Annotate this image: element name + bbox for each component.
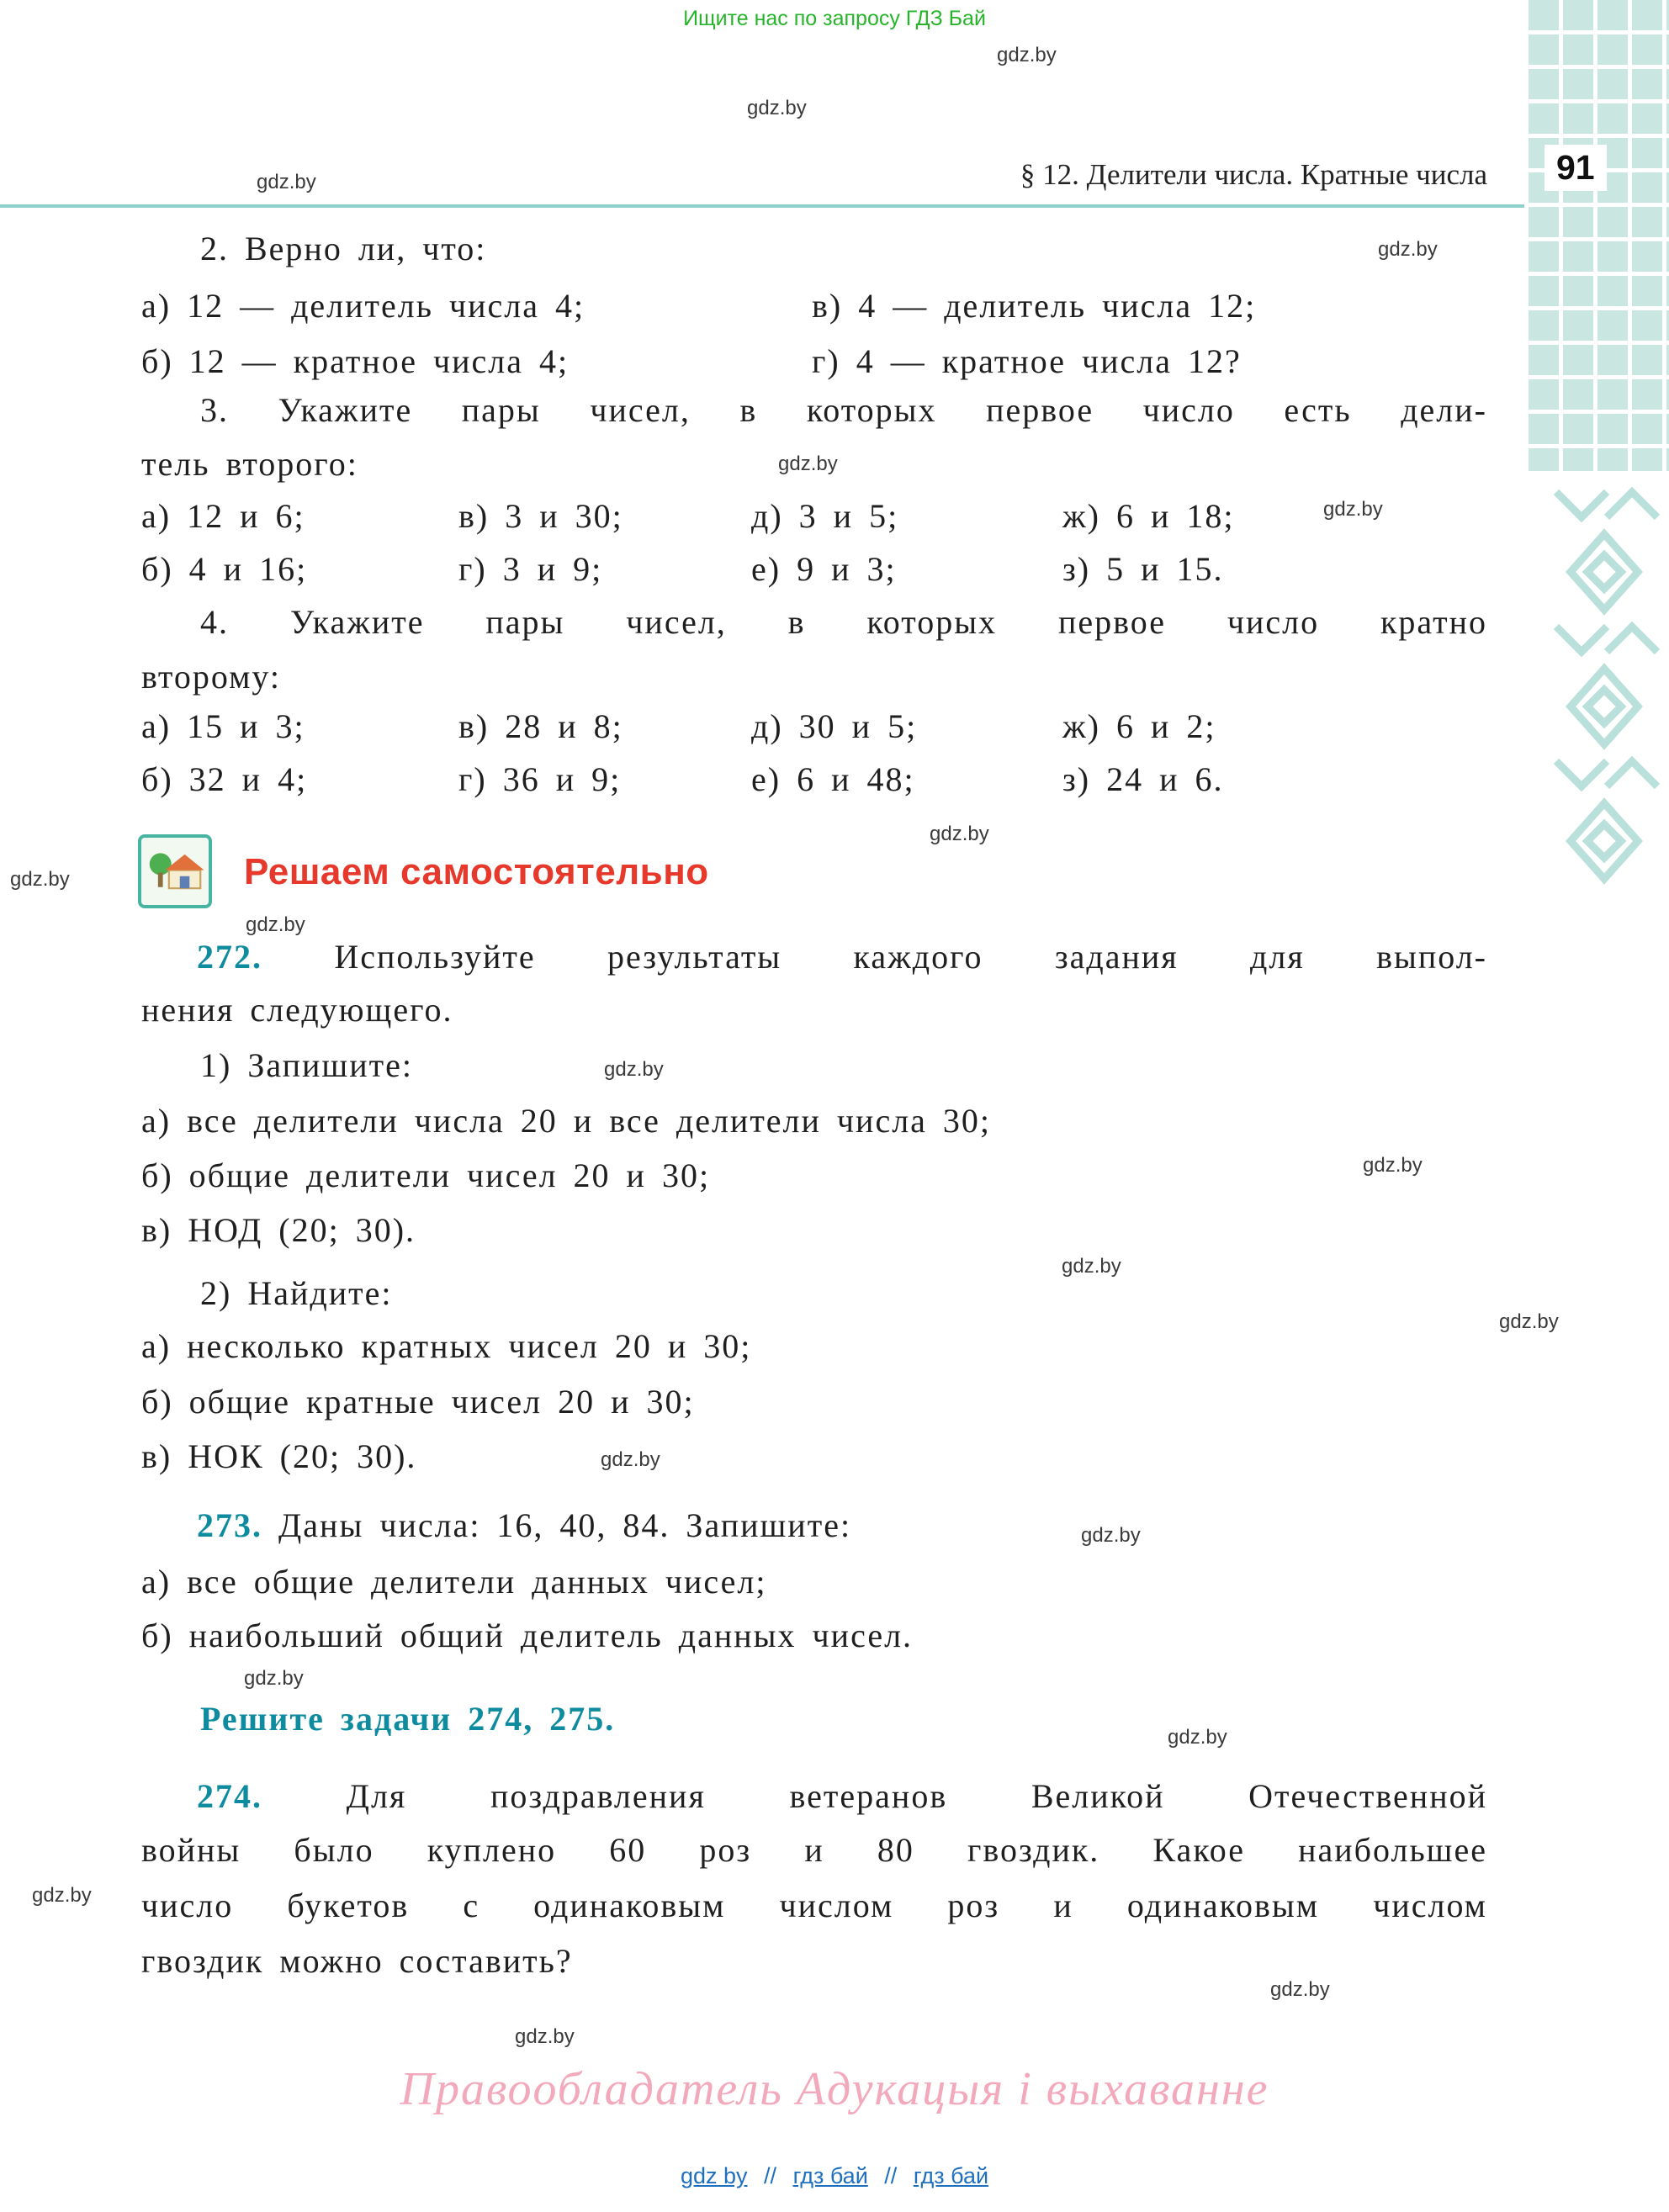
problem-272-subtask-2: 2) Найдите:	[200, 1274, 393, 1312]
problem-274-line2: войны было куплено 60 роз и 80 гвоздик. Какое наибольшее	[141, 1831, 1487, 1869]
problem-272-item: в) НОК (20; 30).	[141, 1437, 417, 1475]
answer-option: а) 12 — делитель числа 4;	[141, 287, 585, 325]
header-rule	[0, 204, 1669, 208]
problem-273-item: а) все общие делители данных чисел;	[141, 1563, 767, 1601]
problem-273-item: б) наибольший общий делитель данных чисел.	[141, 1617, 914, 1654]
gdz-watermark: gdz.by	[32, 1884, 92, 1907]
problem-274-line1	[197, 1776, 1487, 1817]
promo-banner: Ищите нас по запросу ГДЗ Бай	[683, 7, 986, 30]
problem-272-line1	[197, 937, 1487, 977]
answer-option: г) 4 — кратное числа 12?	[812, 342, 1242, 380]
answer-option: з) 5 и 15.	[1062, 550, 1224, 588]
problem-number-273: 273.	[197, 1506, 262, 1544]
problem-274-line3: число букетов с одинаковым числом роз и одинаковым числом	[141, 1887, 1487, 1924]
footer-link-gdz-bai-1[interactable]: гдз бай	[792, 2163, 868, 2188]
gdz-watermark: gdz.by	[257, 171, 316, 193]
gdz-watermark: gdz.by	[1062, 1255, 1121, 1278]
problem-274-text: Для поздравления ветеранов Великой Отечественной	[346, 1777, 1488, 1815]
copyright-notice: Правообладатель Адукацыя і выхаванне	[400, 2063, 1269, 2115]
answer-option: з) 24 и 6.	[1062, 760, 1224, 798]
answer-option: б) 32 и 4;	[141, 760, 308, 798]
answer-option: а) 12 и 6;	[141, 497, 305, 535]
link-separator: //	[884, 2163, 898, 2188]
answer-option: б) 12 — кратное числа 4;	[141, 342, 570, 380]
house-icon	[138, 834, 212, 908]
problem-272-line2: нения следующего.	[141, 991, 453, 1029]
section-heading-solve-yourself: Решаем самостоятельно	[244, 851, 709, 892]
problem-272-item: б) общие кратные чисел 20 и 30;	[141, 1383, 695, 1421]
page-number: 91	[1544, 145, 1607, 191]
problem-272-item: в) НОД (20; 30).	[141, 1211, 416, 1249]
footer-links	[0, 2163, 1669, 2189]
gdz-watermark: gdz.by	[1363, 1154, 1423, 1177]
gdz-watermark: gdz.by	[1499, 1310, 1559, 1333]
problem-4-text-line2: второму:	[141, 658, 281, 696]
answer-option: в) 4 — делитель числа 12;	[812, 287, 1257, 325]
answer-option: а) 15 и 3;	[141, 707, 305, 745]
problem-number-274: 274.	[197, 1777, 262, 1815]
answer-option: е) 9 и 3;	[751, 550, 897, 588]
answer-option: б) 4 и 16;	[141, 550, 308, 588]
ornament-checker-pattern	[1524, 0, 1669, 471]
gdz-watermark: gdz.by	[1378, 238, 1438, 261]
gdz-watermark: gdz.by	[515, 2025, 575, 2048]
answer-option: д) 3 и 5;	[751, 497, 899, 535]
problem-272-item: а) все делители числа 20 и все делители числа 30;	[141, 1102, 992, 1140]
problem-4-text-line1: 4. Укажите пары чисел, в которых первое число кратно	[200, 603, 1487, 641]
answer-option: ж) 6 и 2;	[1062, 707, 1216, 745]
problem-273-line1	[197, 1506, 1543, 1546]
gdz-watermark: gdz.by	[604, 1058, 664, 1081]
link-separator: //	[764, 2163, 777, 2188]
ornament-motifs-graphic	[1544, 484, 1666, 904]
gdz-watermark: gdz.by	[778, 452, 838, 475]
answer-option: г) 3 и 9;	[458, 550, 603, 588]
answer-option: е) 6 и 48;	[751, 760, 915, 798]
gdz-watermark: gdz.by	[244, 1667, 304, 1690]
gdz-watermark: gdz.by	[1168, 1726, 1227, 1749]
answer-option: ж) 6 и 18;	[1062, 497, 1235, 535]
answer-option: в) 28 и 8;	[458, 707, 623, 745]
footer-link-gdz-bai-2[interactable]: гдз бай	[913, 2163, 989, 2188]
gdz-watermark: gdz.by	[997, 44, 1057, 66]
gdz-watermark: gdz.by	[1270, 1978, 1330, 2001]
answer-option: д) 30 и 5;	[751, 707, 918, 745]
problem-273-text: Даны числа: 16, 40, 84. Запишите:	[278, 1506, 852, 1544]
gdz-watermark: gdz.by	[10, 868, 70, 891]
problem-3-text-line2: тель второго:	[141, 445, 358, 483]
solve-tasks-prompt: Решите задачи 274, 275.	[200, 1700, 616, 1738]
gdz-watermark: gdz.by	[601, 1448, 660, 1471]
gdz-watermark: gdz.by	[246, 913, 305, 936]
gdz-watermark: gdz.by	[747, 97, 807, 119]
problem-272-item: б) общие делители чисел 20 и 30;	[141, 1156, 711, 1194]
answer-option: в) 3 и 30;	[458, 497, 623, 535]
chapter-title: § 12. Делители числа. Кратные числа	[1020, 158, 1487, 191]
problem-2-intro: 2. Верно ли, что:	[200, 230, 487, 267]
problem-number-272: 272.	[197, 938, 262, 976]
gdz-watermark: gdz.by	[1081, 1524, 1141, 1547]
footer-link-gdz-by[interactable]: gdz by	[680, 2163, 748, 2188]
gdz-watermark: gdz.by	[930, 823, 989, 845]
answer-option: г) 36 и 9;	[458, 760, 622, 798]
gdz-watermark: gdz.by	[1323, 498, 1383, 521]
ornament-motifs	[1544, 484, 1666, 904]
problem-272-text: Используйте результаты каждого задания для выпол-	[334, 938, 1487, 976]
problem-272-item: а) несколько кратных чисел 20 и 30;	[141, 1327, 752, 1365]
problem-274-line4: гвоздик можно составить?	[141, 1942, 573, 1980]
problem-272-subtask-1: 1) Запишите:	[200, 1046, 413, 1084]
problem-3-text-line1: 3. Укажите пары чисел, в которых первое число есть дели-	[200, 391, 1487, 429]
